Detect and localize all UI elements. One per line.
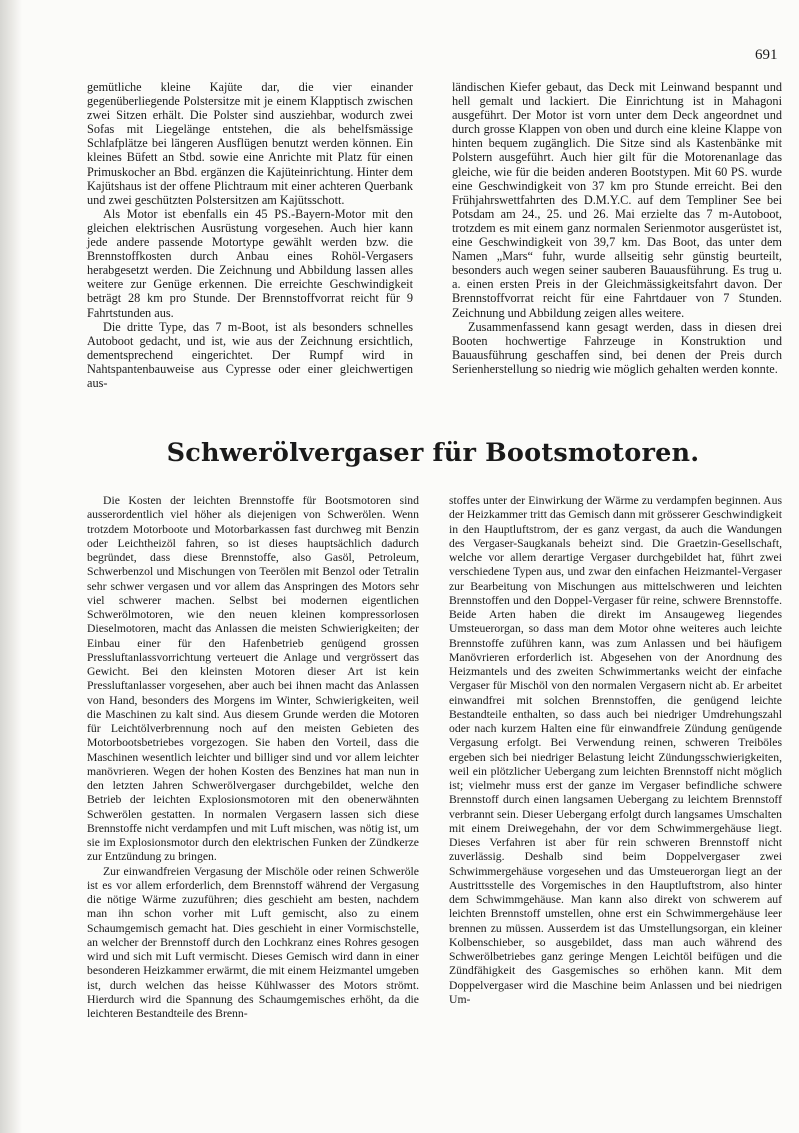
- paragraph: Zusammenfassend kann gesagt werden, dass in diesen drei Booten hochwertige Fahrzeuge in Konstruktion und Bauausführung geschaffen sind, bei denen der Preis durch Serienherstellung so niedrig wie möglich gehalten werden konnte.: [452, 319, 782, 376]
- main-article-right-column: [449, 494, 782, 1007]
- article-title: Schwerölvergaser für Bootsmotoren.: [166, 438, 700, 468]
- paragraph: Die dritte Type, das 7 m-Boot, ist als besonders schnelles Autoboot gedacht, und ist, wie aus der Zeichnung ersichtlich, dementsprechend eingerichtet. Der Rumpf wird in Nahtspantenbauweise aus Cypresse oder einer gleichwertigen aus-: [87, 319, 413, 390]
- paragraph: Die Kosten der leichten Brennstoffe für Bootsmotoren sind ausserordentlich viel höher als diejenigen von Schwerölen. Wenn trotzdem Motorboote und Motorbarkassen fast durchweg mit Benzin oder Leichtheizöl fahren, so ist dieses hauptsächlich dadurch begründet, dass diese Brennstoffe, also Gasöl, Petroleum, Schwerbenzol und Mischungen von Teerölen mit Benzol oder Tetralin sehr schwer vergasen und vor allem das Anspringen des Motors sehr viel schwerer machen. Selbst bei modernen eigentlichen Schwerölmotoren, wie den neuen kleinen kompressorlosen Dieselmotoren, macht das Anlassen die meisten Schwierigkeiten; der Einbau einer für den Hafenbetrieb genügend grossen Pressluftanlassvorrichtung verteuert die Anlage und vergrössert das Gewicht. Bei den kleinsten Motoren dieser Art ist kein Pressluftanlasser vorgesehen, aber auch bei ihnen macht das Anlassen von Hand, besonders des Morgens im Winter, Schwierigkeiten, weil die Maschinen zu kalt sind. Aus diesem Grunde werden die Motoren für Leichtölverbrennung noch auf den meisten Gebieten des Motorbootsbetriebes vorgezogen. Sie haben den Vorteil, dass die Maschinen wesentlich leichter und billiger sind und vor allem leichter manövrieren. Wegen der hohen Kosten des Benzines hat man nun in den letzten Jahren Schwerölvergaser durchgebildet, welche den Betrieb der leichten Explosionsmotoren mit den obenerwähnten Schwerölen gestatten. In normalen Vergasern lassen sich diese Brennstoffe nicht verdampfen und mit Luft mischen, was nötig ist, um sie im Explosionsmotor durch den elektrischen Funken der Zündkerze zur Entzündung zu bringen.: [87, 494, 419, 864]
- paragraph: stoffes unter der Einwirkung der Wärme zu verdampfen beginnen. Aus der Heizkammer tritt das Gemisch dann mit grösserer Geschwindigkeit in den Hauptluftstrom, der es ganz vergast, da auch die Wandungen des Vergaser-Saugkanals beheizt sind. Die Graetzin-Gesellschaft, welche vor allem derartige Vergaser durchgebildet hat, führt zwei verschiedene Typen aus, und zwar den einfachen Heizmantel-Vergaser zur Bearbeitung von Mischungen aus mittelschweren und leichten Brennstoffen und den Doppel-Vergaser für reine, schwere Brennstoffe. Beide Arten haben die direkt im Ansaugeweg liegendes Umsteuerorgan, so dass man dem Motor ohne weiteres auch leichte Brennstoffe zuführen kann, was zum Anlassen und bei häufigem Manövrieren erforderlich ist. Abgesehen von der Anordnung des Heizmantels und des zweiten Schwimmertanks weicht der einfache Vergaser für Mischöl von den normalen Vergasern nicht ab. Er arbeitet einwandfrei mit solchen Brennstoffen, die genügend leichte Bestandteile enthalten, so dass auch bei niedriger Umdrehungszahl oder nach kurzem Halten eine für einwandfreie Zündung genügende Vergasung erfolgt. Bei Verwendung reinen, schweren Treiböles ergeben sich bei niedriger Belastung leicht Zündungsschwierigkeiten, weil ein plötzlicher Uebergang zum leichten Brennstoff nicht möglich ist; vielmehr muss erst der ganze im Vergaser befindliche schwere Brennstoff durch einen langsamen Uebergang zu leichtem Brennstoff verbrannt sein. Dieser Uebergang erfolgt durch langsames Umschalten mit einem Dreiwegehahn, der vor dem Schwimmergehäuse liegt. Dieses Verfahren ist aber für rein schweren Brennstoff nicht zuverlässig. Deshalb sind beim Doppelvergaser zwei Schwimmergehäuse vorgesehen und das Umsteuerorgan liegt an der Austrittsstelle des Vorgemisches in den Hauptluftstrom, also hinter dem Schwimmgehäuse. Man kann also direkt von schwerem auf leichten Brennstoff umstellen, ohne erst ein Schwimmergehäuse leer brennen zu müssen. Ausserdem ist das Umstellungsorgan, ein kleiner Kolbenschieber, so ausgebildet, dass man auch während des Schwerölbetriebes ganz geringe Mengen Leichtöl beifügen und die Zündfähigkeit des Gasgemisches so erhöhen kann. Mit dem Doppelvergaser wird die Maschine beim Anlassen und bei niedrigen Um-: [449, 494, 782, 1006]
- top-article-left-column: [87, 80, 413, 390]
- paragraph: gemütliche kleine Kajüte dar, die vier einander gegenüberliegende Polstersitze mit je einem Klapptisch zwischen zwei Sitzen erhält. Die Polster sind ausziehbar, wodurch zwei Sofas mit Liegelänge entstehen, die als behelfsmässige Schlafplätze bei längeren Ausflügen benutzt werden können. Ein kleines Büfett an Stbd. sowie eine Anrichte mit Platz für einen Primuskocher an Bbd. ergänzen die Kajüteinrichtung. Hinter dem Kajütshaus ist der offene Plichtraum mit einer achteren Querbank und zwei geschützten Polstersitzen am Kajütsschott.: [87, 80, 413, 207]
- top-article-right-column: [452, 80, 782, 376]
- paragraph: Zur einwandfreien Vergasung der Mischöle oder reinen Schweröle ist es vor allem erforderlich, dem Brennstoff während der Vergasung die nötige Wärme zuzuführen; dies geschieht am besten, nachdem man ihn schon vorher mit Luft gemischt, also zu einem Schaumgemisch gemacht hat. Dies geschieht in einer Vormischstelle, an welcher der Brennstoff durch den Lochkranz eines Rohres gesogen wird und sich mit Luft vermischt. Dieses Gemisch wird dann in einer besonderen Heizkammer erwärmt, die mit einem Heizmantel umgeben ist, durch welchen das heisse Kühlwasser des Motors strömt. Hierdurch wird die Spannung des Schaumgemisches erhöht, da die leichteren Bestandteile des Brenn-: [87, 864, 419, 1020]
- page-edge-shadow: [0, 0, 22, 1133]
- paragraph: Als Motor ist ebenfalls ein 45 PS.-Bayern-Motor mit den gleichen elektrischen Ausrüstung vorgesehen. Auch hier kann jede andere passende Motortype gewählt werden bzw. die Brennstoffkosten durch Anbau eines Rohöl-Vergasers herabgesetzt werden. Die Zeichnung und Abbildung lassen alles weitere zur Genüge erkennen. Die erreichte Geschwindigkeit beträgt 28 km pro Stunde. Der Brennstoffvorrat reicht für 9 Fahrtstunden aus.: [87, 206, 413, 320]
- page-number: 691: [755, 47, 778, 63]
- main-article-left-column: [87, 494, 419, 1021]
- paragraph: ländischen Kiefer gebaut, das Deck mit Leinwand bespannt und hell gemalt und lackiert. Die Einrichtung ist in Mahagoni ausgeführt. Der Motor ist vorn unter dem Deck angeordnet und durch grosse Klappen von oben und durch eine kleine Klappe von hinten bequem zugänglich. Die Sitze sind als Kastenbänke mit Polstern ausgeführt. Auch hier gilt für die Motorenanlage das gleiche, wie für die beiden anderen Bootstypen. Mit 60 PS. wurde eine Geschwindigkeit von 37 km pro Stunde erreicht. Bei den Frühjahrswettfahrten des D.M.Y.C. auf dem Templiner See bei Potsdam am 24., 25. und 26. Mai erzielte das 7 m-Autoboot, trotzdem es mit einem ganz normalen Serienmotor ausgerüstet ist, eine Geschwindigkeit von 39,7 km. Das Boot, das unter dem Namen „Mars“ fuhr, wurde allseitig sehr günstig beurteilt, besonders auch wegen seiner sauberen Bauausführung. Es trug u. a. einen ersten Preis in der Gleichmässigkeitsfahrt davon. Der Brennstoffvorrat reicht für eine Fahrtdauer von 7 Stunden. Zeichnung und Abbildung zeigen alles weitere.: [452, 80, 782, 320]
